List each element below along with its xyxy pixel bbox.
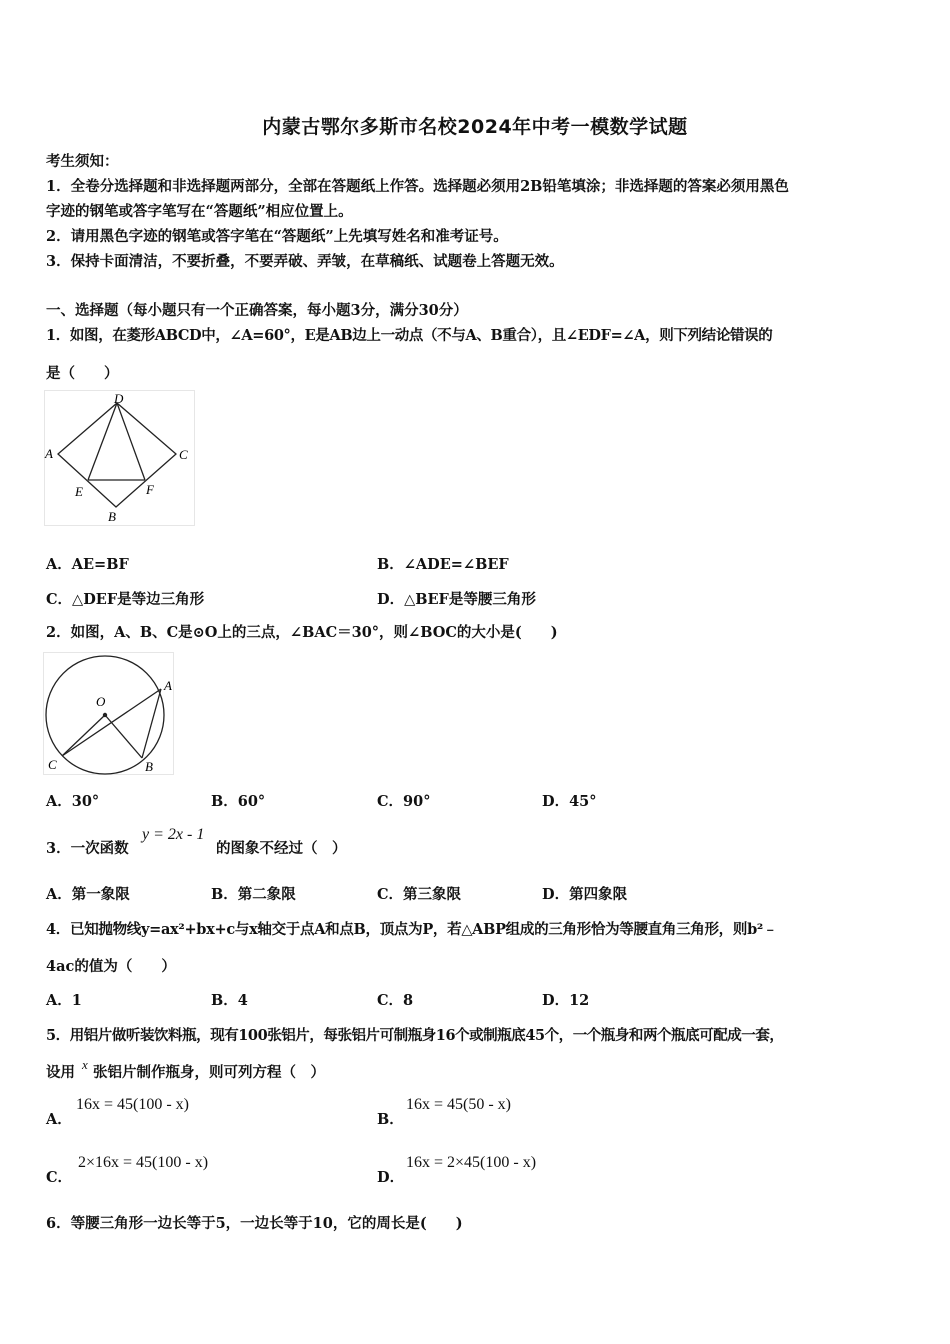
notice-item-1-cont: 字迹的钢笔或答字笔写在“答题纸”相应位置上。 [46, 203, 353, 220]
q5-option-a-formula[interactable]: 16x = 45(100 - x) [76, 1096, 190, 1113]
q4-option-a[interactable]: A．1 [46, 992, 82, 1009]
label-f: F [146, 482, 154, 497]
q3-option-c[interactable]: C．第三象限 [377, 886, 462, 903]
label-d: D [114, 391, 124, 406]
q1-option-a[interactable]: A．AE=BF [46, 556, 129, 573]
q2-option-a[interactable]: A．30° [46, 793, 100, 810]
q4-option-c[interactable]: C．8 [377, 992, 414, 1009]
page-title: 内蒙古鄂尔多斯市名校2024年中考一模数学试题 [262, 116, 688, 138]
q5-option-c-letter[interactable]: C． [46, 1169, 73, 1186]
q5-option-b-formula[interactable]: 16x = 45(50 - x) [406, 1096, 512, 1113]
label-a: A [45, 446, 53, 461]
q3-option-d[interactable]: D．第四象限 [542, 886, 628, 903]
q3-stem-suffix: 的图象不经过（ ） [216, 840, 347, 857]
q5-variable: x [82, 1057, 88, 1072]
q3-option-b[interactable]: B．第二象限 [211, 886, 296, 903]
q1-stem: 1．如图，在菱形ABCD中，∠A=60°，E是AB边上一动点（不与A、B重合），且∠EDF=∠A，则下列结论错误的 [46, 327, 773, 344]
label-o: O [96, 694, 106, 709]
notice-heading: 考生须知： [46, 153, 119, 170]
q5-stem-prefix: 设用 [46, 1064, 75, 1081]
label-c: C [48, 757, 57, 772]
q3-formula: y = 2x - 1 [142, 826, 205, 843]
q4-option-d[interactable]: D．12 [542, 992, 590, 1009]
q5-stem: 5．用铝片做听装饮料瓶，现有100张铝片，每张铝片可制瓶身16个或制瓶底45个，一个瓶身和两个瓶底可配成一套， [46, 1027, 784, 1044]
q2-option-d[interactable]: D．45° [542, 793, 597, 810]
q1-option-c[interactable]: C．△DEF是等边三角形 [46, 591, 205, 608]
notice-item-3: 3．保持卡面清洁，不要折叠，不要弄破、弄皱，在草稿纸、试题卷上答题无效。 [46, 253, 564, 270]
q4-option-b[interactable]: B．4 [211, 992, 248, 1009]
q3-option-a[interactable]: A．第一象限 [46, 886, 130, 903]
q4-stem-cont: 4ac的值为（ ） [46, 958, 176, 975]
label-c: C [179, 447, 188, 462]
q5-option-d-letter[interactable]: D． [377, 1169, 405, 1186]
q1-option-b[interactable]: B．∠ADE=∠BEF [377, 556, 509, 573]
q4-stem: 4．已知抛物线y=ax²+bx+c与x轴交于点A和点B，顶点为P，若△ABP组成的三角形恰为等腰直角三角形，则b²﹣ [46, 921, 778, 938]
q5-stem-suffix: 张铝片制作瓶身，则可列方程（ ） [93, 1064, 325, 1081]
label-a: A [164, 678, 172, 693]
q6-stem: 6．等腰三角形一边长等于5，一边长等于10，它的周长是( ) [46, 1215, 463, 1232]
q2-option-b[interactable]: B．60° [211, 793, 266, 810]
section-heading: 一、选择题（每小题只有一个正确答案，每小题3分，满分30分） [46, 302, 468, 319]
q2-stem: 2．如图，A、B、C是⊙O上的三点，∠BAC＝30°，则∠BOC的大小是( ) [46, 624, 558, 641]
label-b: B [145, 759, 153, 774]
notice-item-2: 2．请用黑色字迹的钢笔或答字笔在“答题纸”上先填写姓名和准考证号。 [46, 228, 508, 245]
q1-option-d[interactable]: D．△BEF是等腰三角形 [377, 591, 536, 608]
label-b: B [108, 509, 116, 524]
q2-option-c[interactable]: C．90° [377, 793, 431, 810]
q5-option-c-formula[interactable]: 2×16x = 45(100 - x) [78, 1154, 209, 1171]
q3-stem-prefix: 3．一次函数 [46, 840, 129, 857]
q5-option-b-letter[interactable]: B． [377, 1111, 404, 1128]
q1-stem-cont: 是（ ） [46, 365, 119, 382]
q5-option-a-letter[interactable]: A． [46, 1111, 72, 1128]
label-e: E [75, 484, 83, 499]
notice-item-1: 1．全卷分选择题和非选择题两部分，全部在答题纸上作答。选择题必须用2B铅笔填涂；非选择题的答案必须用黑色 [46, 178, 789, 195]
circle-figure [43, 652, 175, 776]
rhombus-figure [44, 390, 196, 527]
q5-option-d-formula[interactable]: 16x = 2×45(100 - x) [406, 1154, 537, 1171]
